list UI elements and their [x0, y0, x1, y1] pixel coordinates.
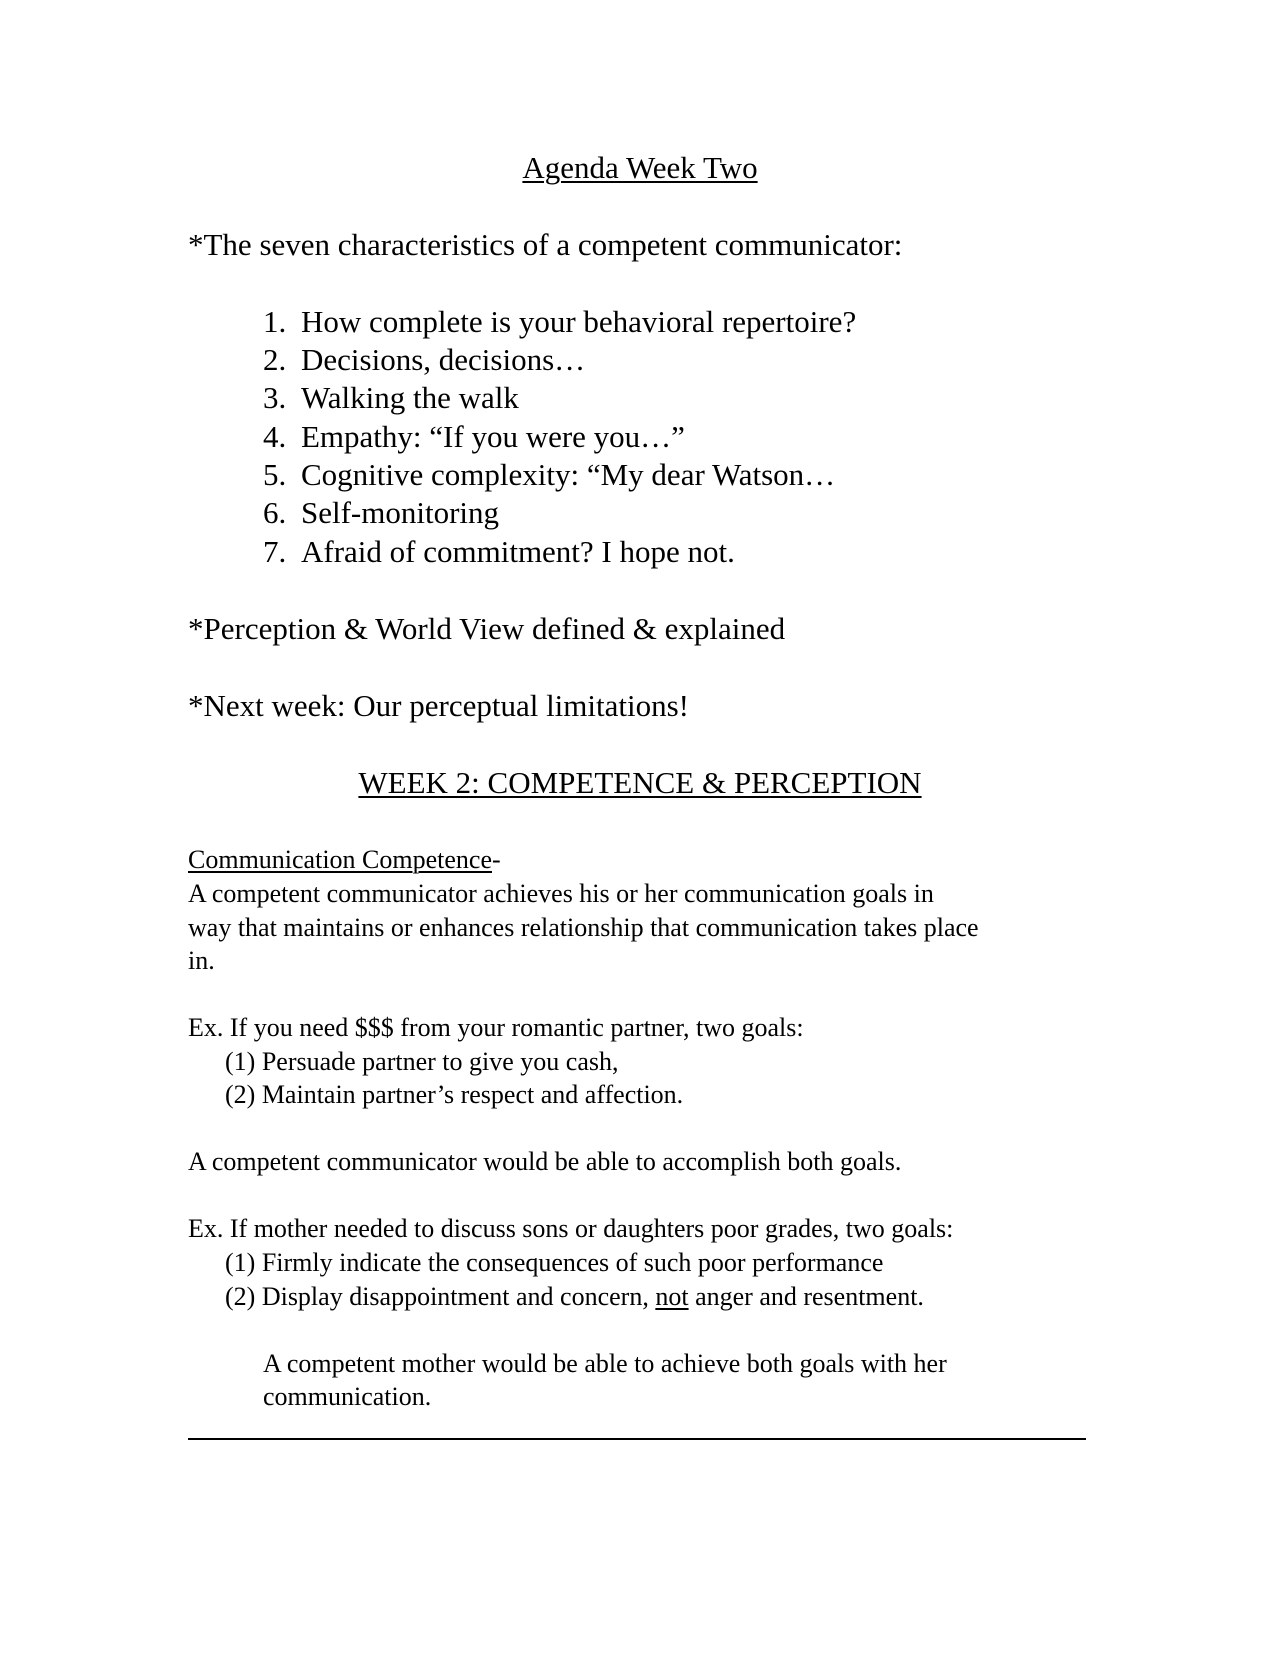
list-item: [263, 494, 499, 532]
list-item-text: Empathy: “If you were you…”: [301, 419, 685, 454]
list-item-number: 1.: [263, 304, 287, 339]
list-item: [263, 418, 685, 456]
list-item-number: 7.: [263, 534, 287, 569]
list-item-number: 6.: [263, 495, 287, 530]
agenda-perception: *Perception & World View defined & explained: [188, 611, 786, 646]
list-item: [263, 303, 856, 341]
list-item-text: Self-monitoring: [301, 495, 500, 530]
list-item-text: How complete is your behavioral repertoire?: [301, 304, 857, 339]
example-goal: (1) Firmly indicate the consequences of such poor performance: [225, 1248, 884, 1277]
agenda-title-text: Agenda Week Two: [522, 150, 758, 185]
agenda-intro: *The seven characteristics of a competent communicator:: [188, 227, 903, 262]
goal-text: anger and resentment.: [688, 1282, 924, 1311]
list-item-text: Cognitive complexity: “My dear Watson…: [301, 457, 836, 492]
term-label: Communication Competence: [188, 845, 492, 874]
horizontal-rule: [188, 1438, 1086, 1440]
section-heading: [0, 764, 1280, 802]
list-item: [263, 379, 519, 417]
example-conclusion: A competent communicator would be able to accomplish both goals.: [188, 1147, 902, 1176]
example-intro: Ex. If you need $$$ from your romantic partner, two goals:: [188, 1013, 804, 1042]
list-item: [263, 533, 735, 571]
agenda-title: [0, 149, 1280, 187]
example-conclusion: A competent mother would be able to achieve both goals with her: [263, 1349, 947, 1378]
list-item-number: 4.: [263, 419, 287, 454]
list-item-number: 3.: [263, 380, 287, 415]
list-item: [263, 456, 835, 494]
example-goal: (1) Persuade partner to give you cash,: [225, 1047, 619, 1076]
list-item-text: Afraid of commitment? I hope not.: [301, 534, 735, 569]
term-dash: -: [492, 845, 501, 874]
example-intro: Ex. If mother needed to discuss sons or daughters poor grades, two goals:: [188, 1214, 954, 1243]
section-heading-text: WEEK 2: COMPETENCE & PERCEPTION: [358, 765, 922, 800]
definition-line: way that maintains or enhances relationship that communication takes place: [188, 913, 979, 942]
term-heading: [188, 843, 501, 876]
goal-text: (2) Display disappointment and concern,: [225, 1282, 656, 1311]
emphasis-text: not: [655, 1282, 689, 1311]
list-item-number: 5.: [263, 457, 287, 492]
example-conclusion: communication.: [263, 1382, 432, 1411]
list-item: [263, 341, 585, 379]
example-goal: [225, 1280, 924, 1313]
list-item-text: Walking the walk: [301, 380, 519, 415]
definition-line: in.: [188, 946, 215, 975]
list-item-number: 2.: [263, 342, 287, 377]
definition-line: A competent communicator achieves his or her communication goals in: [188, 879, 934, 908]
agenda-next-week: *Next week: Our perceptual limitations!: [188, 688, 690, 723]
list-item-text: Decisions, decisions…: [301, 342, 586, 377]
example-goal: (2) Maintain partner’s respect and affection.: [225, 1080, 684, 1109]
